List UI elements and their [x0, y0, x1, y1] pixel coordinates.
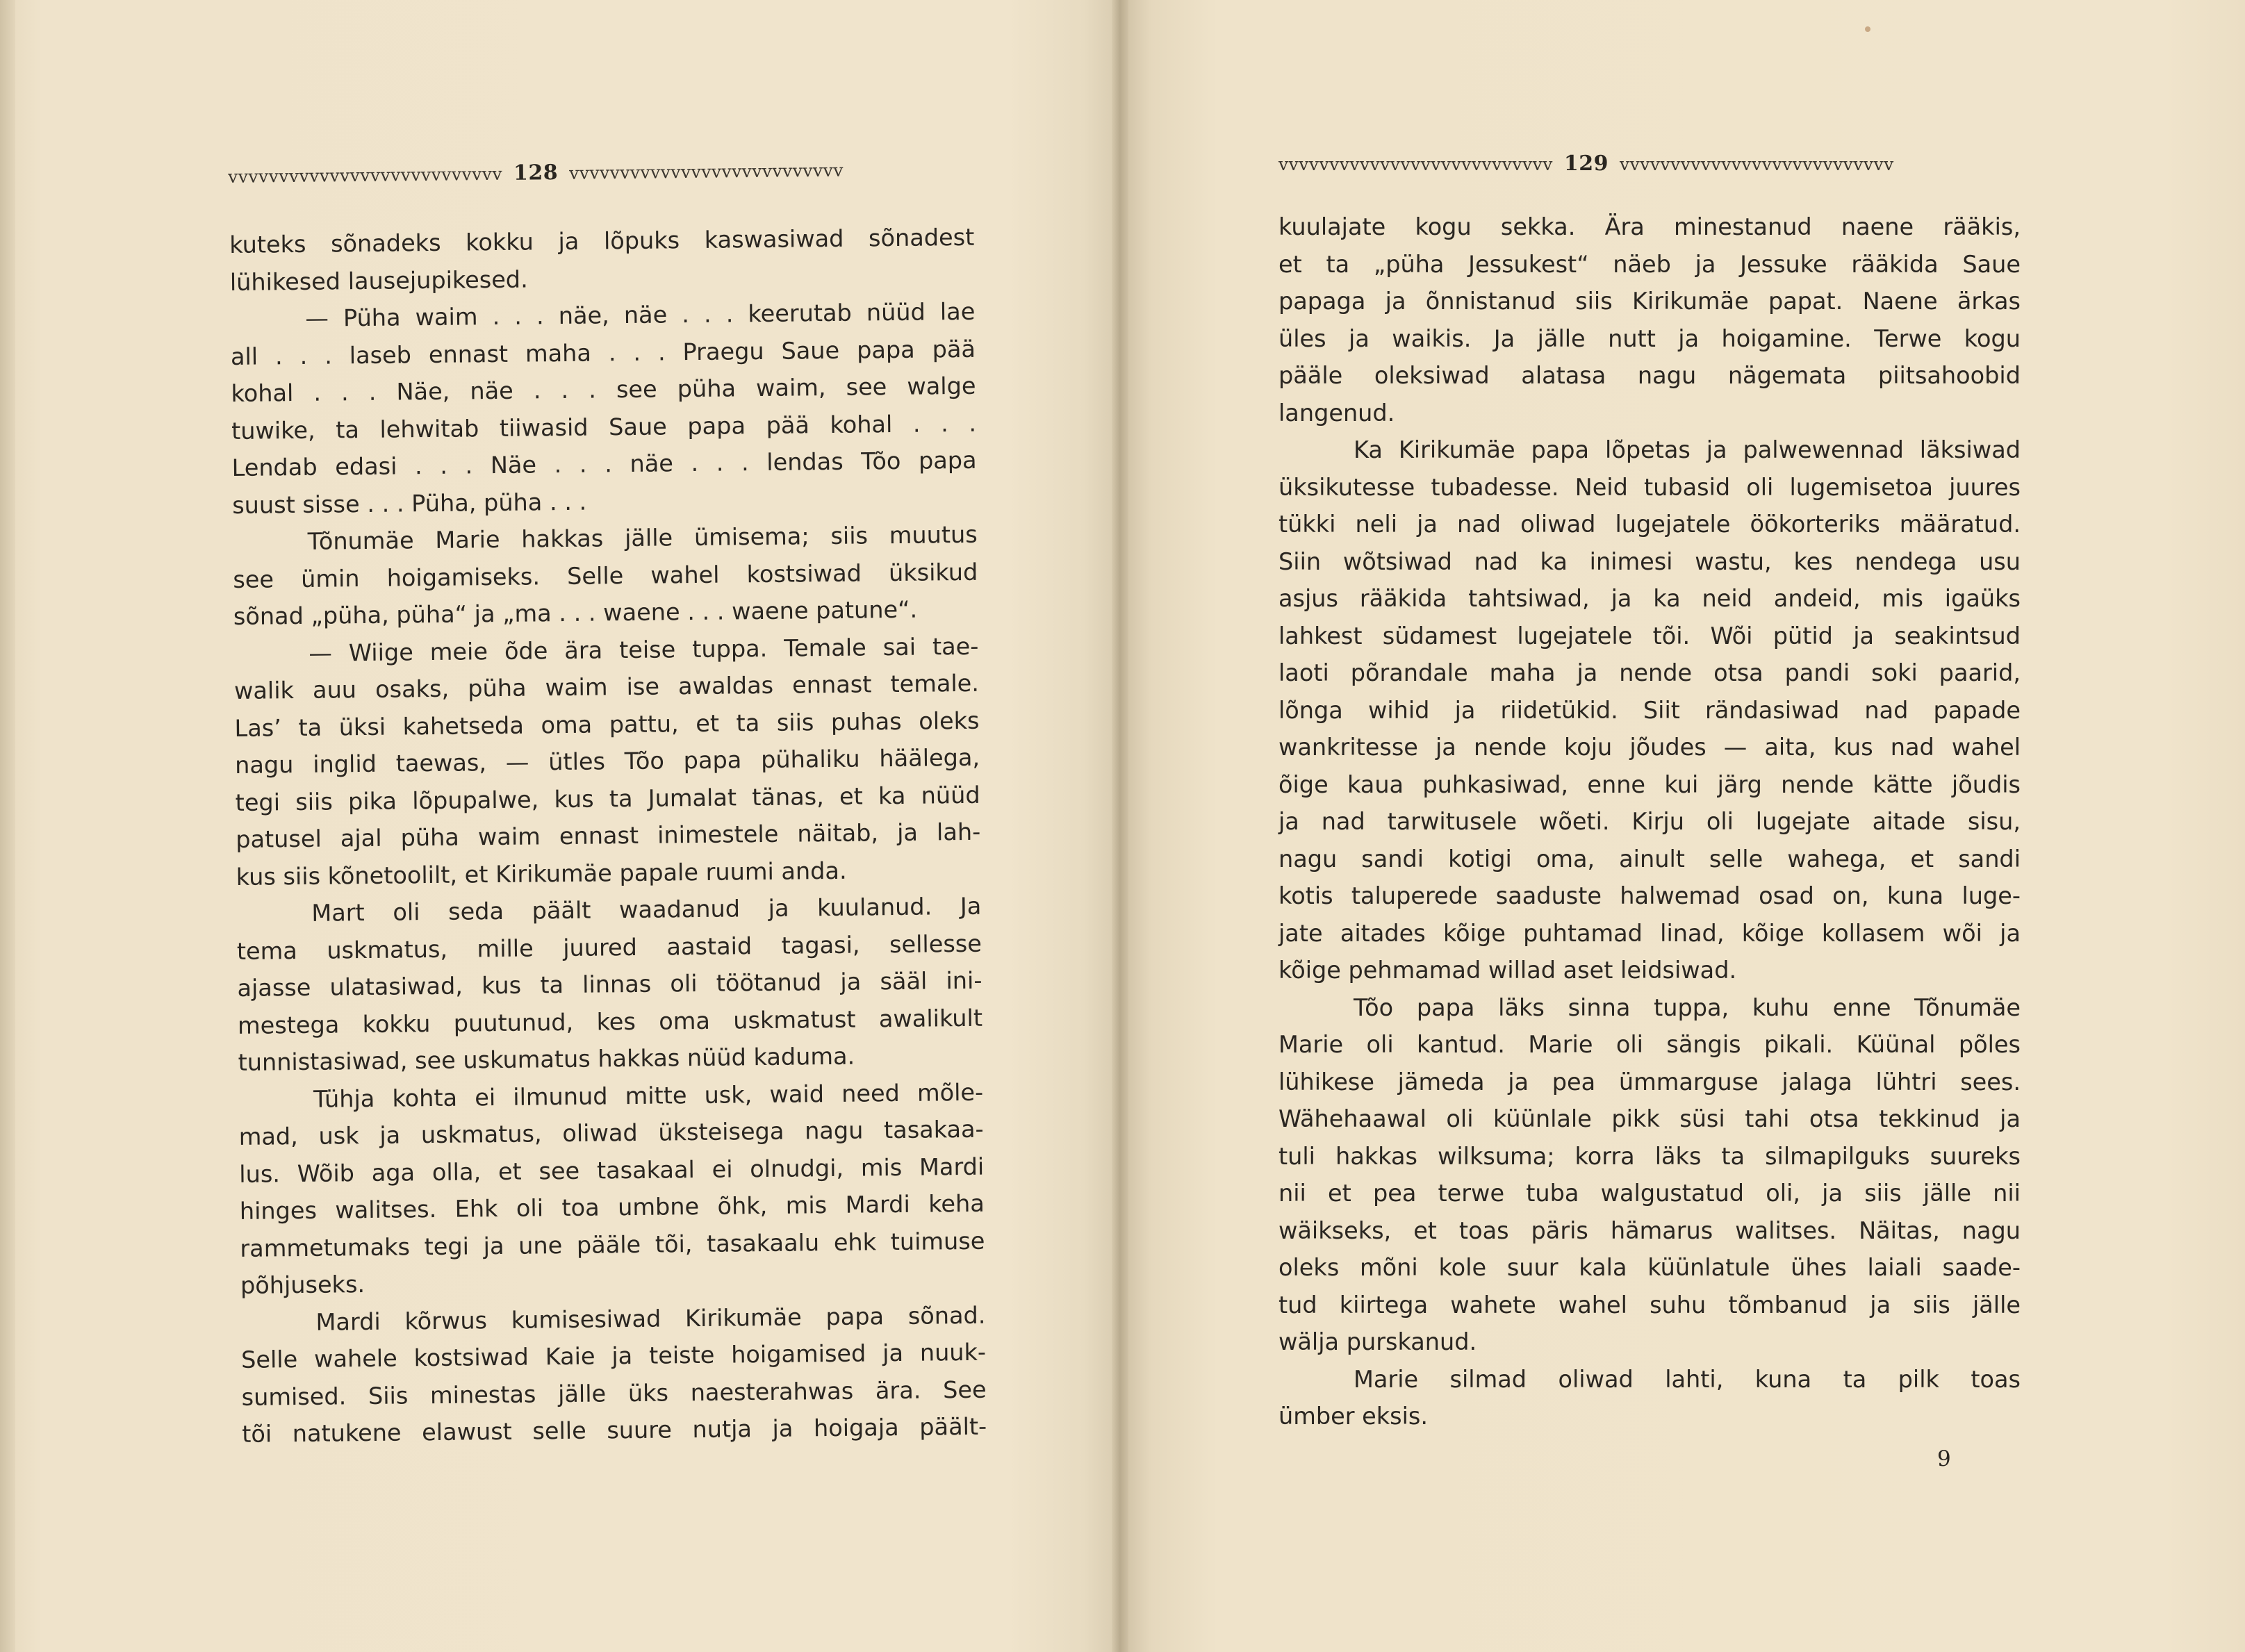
text-line: kus siis kõnetoolilt, et Kirikumäe papale ruumi anda. — [236, 857, 847, 891]
text-line: Tõo papa läks sinna tuppa, kuhu enne Tõnumäe — [1354, 993, 2021, 1021]
page-number: 128 — [513, 160, 559, 185]
text-line: papaga ja õnnistanud siis Kirikumäe papat. Naene ärkas — [1278, 288, 2021, 315]
text-line: tunnistasiwad, see uskumatus hakkas nüüd kaduma. — [238, 1042, 855, 1076]
text-line: see ümin hoigamiseks. Selle wahel kostsiwad üksikud — [233, 558, 978, 593]
text-line: et ta „püha Jessukest“ näeb ja Jessuke rääkida Saue — [1278, 250, 2021, 278]
page-number: 129 — [1563, 151, 1609, 176]
page-edge — [0, 0, 15, 1652]
text-line: kõige pehmamad willad aset leidsiwad. — [1278, 957, 1737, 984]
text-line: Las’ ta üksi kahetseda oma pattu, et ta siis puhas oleks — [234, 707, 980, 742]
text-line: kuteks sõnadeks kokku ja lõpuks kaswasiwad sõnadest — [229, 223, 975, 258]
text-line: kotis taluperede saaduste halwemad osad on, kuna luge- — [1278, 882, 2021, 909]
text-line: laoti põrandale maha ja nende otsa pandi soki paarid, — [1278, 659, 2021, 686]
text-line: Marie silmad oliwad lahti, kuna ta pilk toas — [1354, 1365, 2021, 1393]
text-line: õige kaua puhkasiwad, enne kui järg nende kätte jõudis — [1278, 770, 2021, 798]
text-line: Lendab edasi . . . Näe . . . näe . . . lendas Tõo papa — [231, 446, 977, 481]
text-line: lõnga wihid ja riidetükid. Siit rändasiwad nad papade — [1278, 696, 2021, 724]
text-line: ajasse ulatasiwad, kus ta linnas oli töötanud ja sääl ini- — [237, 966, 982, 1002]
text-line: patusel ajal püha waim ennast inimestele näitab, ja lah- — [236, 818, 981, 853]
text-line: mad, usk ja uskmatus, oliwad üksteisega nagu tasakaa- — [238, 1115, 984, 1150]
text-line: tõi natukene elawust selle suure nutja ja hoigaja päält- — [242, 1412, 987, 1448]
text-line: lühikese jämeda ja pea ümmarguse jalaga lühtri sees. — [1278, 1068, 2021, 1096]
text-line: kuulajate kogu sekka. Ära minestanud naene rääkis, — [1278, 213, 2021, 240]
text-line: lühikesed lausejupikesed. — [229, 265, 528, 296]
text-line: üksikutesse tubadesse. Neid tubasid oli lugemisetoa juures — [1278, 473, 2021, 501]
text-line: all . . . laseb ennast maha . . . Praegu Saue papa pää — [230, 335, 976, 370]
text-line: rammetumaks tegi ja une pääle tõi, tasakaalu ehk tuimuse — [240, 1227, 985, 1262]
right-page — [1120, 0, 2245, 1652]
text-line: — Püha waim . . . näe, näe . . . keerutab nüüd lae — [305, 297, 976, 332]
text-line: Wähehaawal oli küünlale pikk süsi tahi otsa tekkinud ja — [1278, 1105, 2021, 1132]
text-line: tükki neli ja nad oliwad lugejatele öökorteriks määratud. — [1278, 511, 2021, 538]
header-ornament-right: vvvvvvvvvvvvvvvvvvvvvvvvvvv — [1619, 154, 1894, 174]
text-line: nagu sandi kotigi oma, ainult selle wahega, et sandi — [1278, 845, 2021, 873]
paper-stain — [1865, 26, 1870, 32]
text-line: mestega kokku puutunud, kes oma uskmatust awalikult — [237, 1004, 983, 1039]
text-line: tema uskmatus, mille juured aastaid tagasi, sellesse — [236, 930, 982, 965]
text-line: Marie oli kantud. Marie oli sängis pikali. Küünal põles — [1278, 1031, 2021, 1058]
text-line: üles ja waikis. Ja jälle nutt ja hoigamine. Terwe kogu — [1278, 324, 2021, 352]
text-line: Ka Kirikumäe papa lõpetas ja palwewennad läksiwad — [1354, 436, 2021, 463]
body-text — [1278, 208, 2021, 1435]
text-line: tegi siis pika lõpupalwe, kus ta Jumalat tänas, et ka nüüd — [235, 781, 980, 816]
text-line: wäikseks, et toas päris hämarus walitses. Näitas, nagu — [1278, 1216, 2021, 1244]
text-line: Tühja kohta ei ilmunud mitte usk, waid need mõle- — [313, 1078, 984, 1113]
text-line: tuli hakkas wilksuma; korra läks ta silmapilguks suureks — [1278, 1142, 2021, 1170]
page-header — [228, 158, 844, 188]
text-line: — Wiige meie õde ära teise tuppa. Temale sai tae- — [309, 632, 979, 667]
text-line: kohal . . . Näe, näe . . . see püha waim, see walge — [231, 372, 976, 407]
text-line: lus. Wõib aga olla, et see tasakaal ei olnudgi, mis Mardi — [239, 1153, 985, 1188]
text-line: nagu inglid taewas, — ütles Tõo papa pühaliku häälega, — [234, 743, 980, 779]
text-line: sumised. Siis minestas jälle üks naesterahwas ära. See — [241, 1376, 987, 1411]
text-line: Tõnumäe Marie hakkas jälle ümisema; siis muutus — [307, 520, 978, 555]
text-line: wälja purskanud. — [1278, 1328, 1477, 1355]
left-page — [0, 0, 1120, 1652]
text-line: lahkest südamest lugejatele tõi. Wõi pütid ja seakintsud — [1278, 622, 2021, 650]
text-line: hinges walitses. Ehk oli toa umbne õhk, mis Mardi keha — [239, 1189, 985, 1225]
book-gutter — [1112, 0, 1128, 1652]
header-ornament-right: vvvvvvvvvvvvvvvvvvvvvvvvvvv — [568, 160, 844, 183]
text-line: jate aitades kõige puhtamad linad, kõige kollasem wõi ja — [1278, 919, 2021, 947]
text-line: ümber eksis. — [1278, 1403, 1429, 1430]
text-line: Mardi kõrwus kumisesiwad Kirikumäe papa sõnad. — [315, 1301, 986, 1336]
text-line: suust sisse . . . Püha, püha . . . — [231, 488, 587, 519]
signature-mark: 9 — [1937, 1446, 1951, 1471]
text-line: Siin wõtsiwad nad ka inimesi wastu, kes nendega usu — [1278, 547, 2021, 575]
text-line: asjus rääkida tahtsiwad, ja ka neid andeid, mis igaüks — [1278, 585, 2021, 612]
text-line: walik auu osaks, püha waim ise awaldas ennast temale. — [233, 669, 980, 704]
header-ornament-left: vvvvvvvvvvvvvvvvvvvvvvvvvvv — [228, 163, 503, 187]
text-line: ja nad tarwitusele wõeti. Kirju oli lugejate aitade sisu, — [1278, 808, 2021, 835]
header-ornament-left: vvvvvvvvvvvvvvvvvvvvvvvvvvv — [1278, 154, 1553, 174]
text-line: sõnad „püha, püha“ ja „ma . . . waene . . . waene patune“. — [233, 595, 918, 630]
body-text — [229, 219, 987, 1453]
text-line: tuwike, ta lehwitab tiiwasid Saue papa pää kohal . . . — [231, 409, 977, 445]
text-line: nii et pea terwe tuba walgustatud oli, ja siis jälle nii — [1278, 1180, 2021, 1207]
text-line: Mart oli seda päält waadanud ja kuulanud. Ja — [311, 892, 982, 927]
page-header — [1278, 151, 1894, 176]
text-line: Selle wahele kostsiwad Kaie ja teiste hoigamised ja nuuk- — [240, 1338, 987, 1373]
text-line: tud kiirtega wahete wahel suhu tõmbanud ja siis jälle — [1278, 1291, 2021, 1319]
text-line: põhjuseks. — [240, 1271, 365, 1299]
text-line: pääle oleksiwad alatasa nagu nägemata piitsahoobid — [1278, 362, 2021, 389]
text-line: wankritesse ja nende koju jõudes — aita, kus nad wahel — [1278, 734, 2021, 761]
text-line: langenud. — [1278, 399, 1395, 427]
text-line: oleks mõni kole suur kala küünlatule ühes laiali saade- — [1278, 1254, 2021, 1281]
